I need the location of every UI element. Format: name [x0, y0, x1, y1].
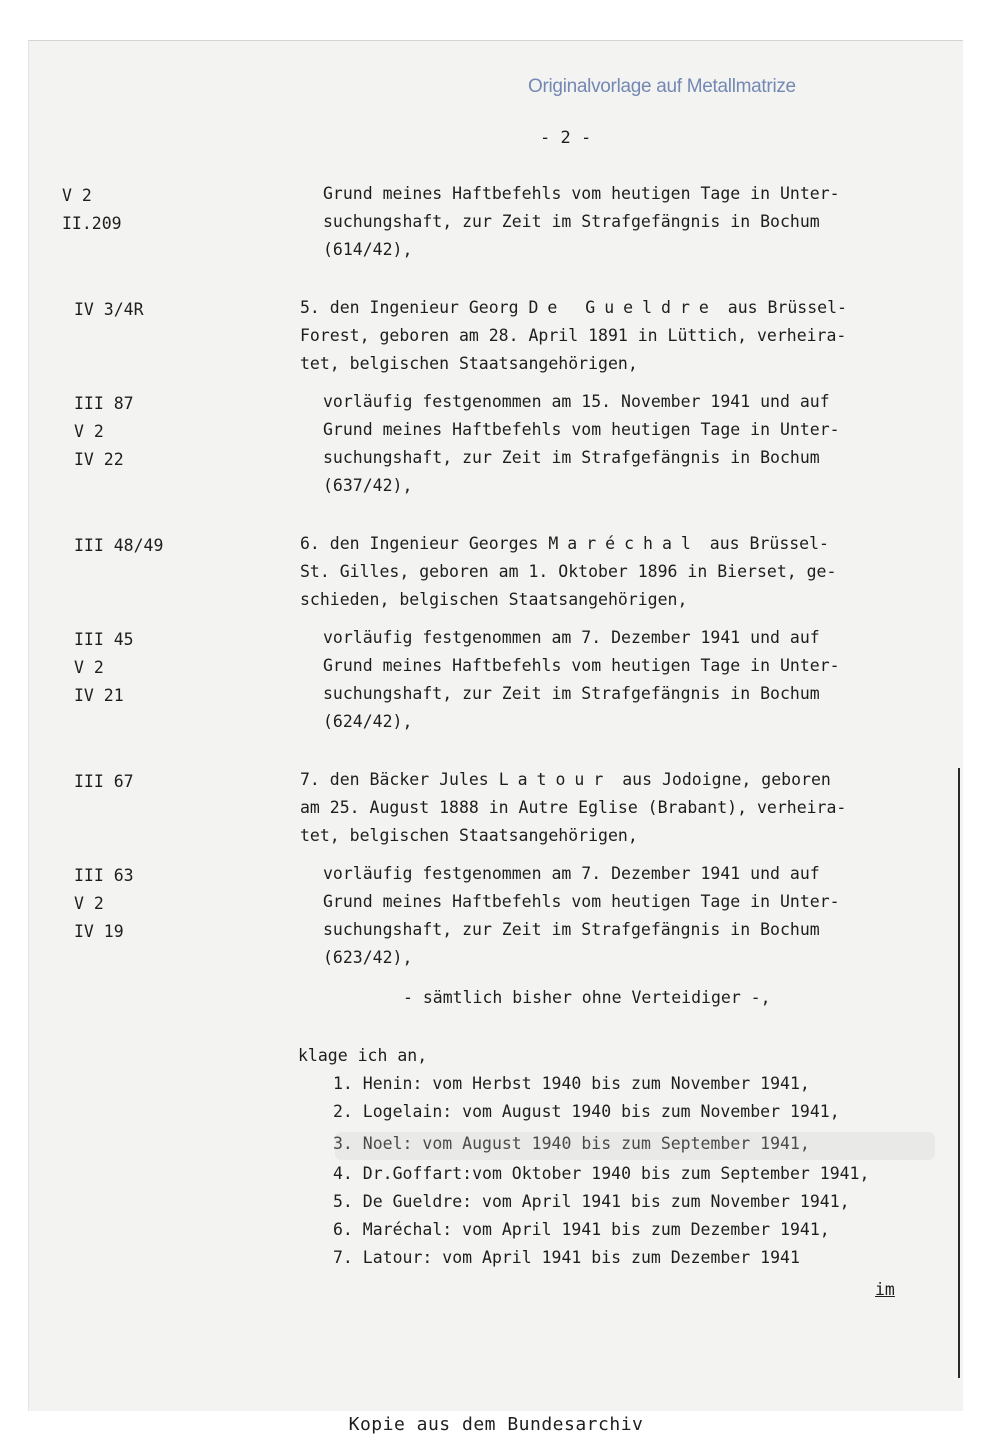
body-line: Forest, geboren am 28. April 1891 in Lüttich, verheira- — [300, 326, 847, 345]
margin-note: III 87 — [74, 394, 134, 413]
archive-footer: Kopie aus dem Bundesarchiv — [348, 1414, 644, 1435]
margin-note: V 2 — [74, 422, 104, 441]
accused-list-item: 6. Maréchal: vom April 1941 bis zum Dezember 1941, — [333, 1220, 830, 1239]
page-number: - 2 - — [540, 128, 592, 148]
body-line: vorläufig festgenommen am 15. November 1941 und auf — [323, 392, 830, 411]
archive-stamp: Originalvorlage auf Metallmatrize — [528, 76, 796, 97]
body-line: (624/42), — [323, 712, 413, 731]
body-line: tet, belgischen Staatsangehörigen, — [300, 826, 638, 845]
body-line: St. Gilles, geboren am 1. Oktober 1896 in Bierset, ge- — [300, 562, 837, 581]
heading-intro: 5. den Ingenieur Georg — [300, 298, 529, 317]
margin-note: IV 3/4R — [74, 300, 144, 319]
margin-note: IV 22 — [74, 450, 124, 469]
heading-after: aus Brüssel- — [699, 534, 829, 553]
body-line: suchungshaft, zur Zeit im Strafgefängnis in Bochum — [323, 212, 820, 231]
accused-heading-line — [300, 298, 847, 318]
heading-after: aus Brüssel- — [717, 298, 847, 317]
margin-note: V 2 — [74, 894, 104, 913]
body-line: Grund meines Haftbefehls vom heutigen Tage in Unter- — [323, 184, 840, 203]
body-line: Grund meines Haftbefehls vom heutigen Tage in Unter- — [323, 892, 840, 911]
margin-note: III 63 — [74, 866, 134, 885]
margin-note: III 48/49 — [74, 536, 164, 555]
margin-note: IV 21 — [74, 686, 124, 705]
heading-intro: 6. den Ingenieur Georges — [300, 534, 549, 553]
margin-note: III 67 — [74, 772, 134, 791]
body-line: suchungshaft, zur Zeit im Strafgefängnis in Bochum — [323, 448, 820, 467]
body-line: vorläufig festgenommen am 7. Dezember 1941 und auf — [323, 628, 820, 647]
margin-note: III 45 — [74, 630, 134, 649]
continuation-word: im — [875, 1280, 895, 1299]
no-defense-note: - sämtlich bisher ohne Verteidiger -, — [403, 988, 771, 1007]
margin-note: IV 19 — [74, 922, 124, 941]
accused-list-item: 5. De Gueldre: vom April 1941 bis zum November 1941, — [333, 1192, 850, 1211]
body-line: schieden, belgischen Staatsangehörigen, — [300, 590, 688, 609]
body-line: (637/42), — [323, 476, 413, 495]
accused-name-spaced: Maréchal — [548, 534, 700, 553]
margin-note: II.209 — [62, 214, 122, 233]
accused-list-item: 1. Henin: vom Herbst 1940 bis zum November 1941, — [333, 1074, 810, 1093]
accused-list-item: 3. Noel: vom August 1940 bis zum September 1941, — [333, 1134, 810, 1153]
margin-note: V 2 — [74, 658, 104, 677]
accused-list-item: 4. Dr.Goffart:vom Oktober 1940 bis zum September 1941, — [333, 1164, 870, 1183]
accused-name-spaced: De Gueldre — [528, 298, 718, 317]
accused-heading-line — [300, 770, 831, 790]
body-line: suchungshaft, zur Zeit im Strafgefängnis in Bochum — [323, 684, 820, 703]
body-line: (614/42), — [323, 240, 413, 259]
indictment-opening: klage ich an, — [298, 1046, 428, 1065]
body-line: suchungshaft, zur Zeit im Strafgefängnis in Bochum — [323, 920, 820, 939]
heading-intro: 7. den Bäcker Jules — [300, 770, 499, 789]
body-line: Grund meines Haftbefehls vom heutigen Tage in Unter- — [323, 420, 840, 439]
body-line: Grund meines Haftbefehls vom heutigen Tage in Unter- — [323, 656, 840, 675]
margin-note: V 2 — [62, 186, 92, 205]
accused-list-item: 7. Latour: vom April 1941 bis zum Dezember 1941 — [333, 1248, 800, 1267]
margin-rule — [958, 768, 960, 1378]
accused-list-item: 2. Logelain: vom August 1940 bis zum November 1941, — [333, 1102, 840, 1121]
body-line: tet, belgischen Staatsangehörigen, — [300, 354, 638, 373]
body-line: am 25. August 1888 in Autre Eglise (Brabant), verheira- — [300, 798, 847, 817]
body-line: vorläufig festgenommen am 7. Dezember 1941 und auf — [323, 864, 820, 883]
body-line: (623/42), — [323, 948, 413, 967]
accused-heading-line — [300, 534, 829, 554]
heading-after: aus Jodoigne, geboren — [612, 770, 831, 789]
accused-name-spaced: Latour — [498, 770, 613, 789]
